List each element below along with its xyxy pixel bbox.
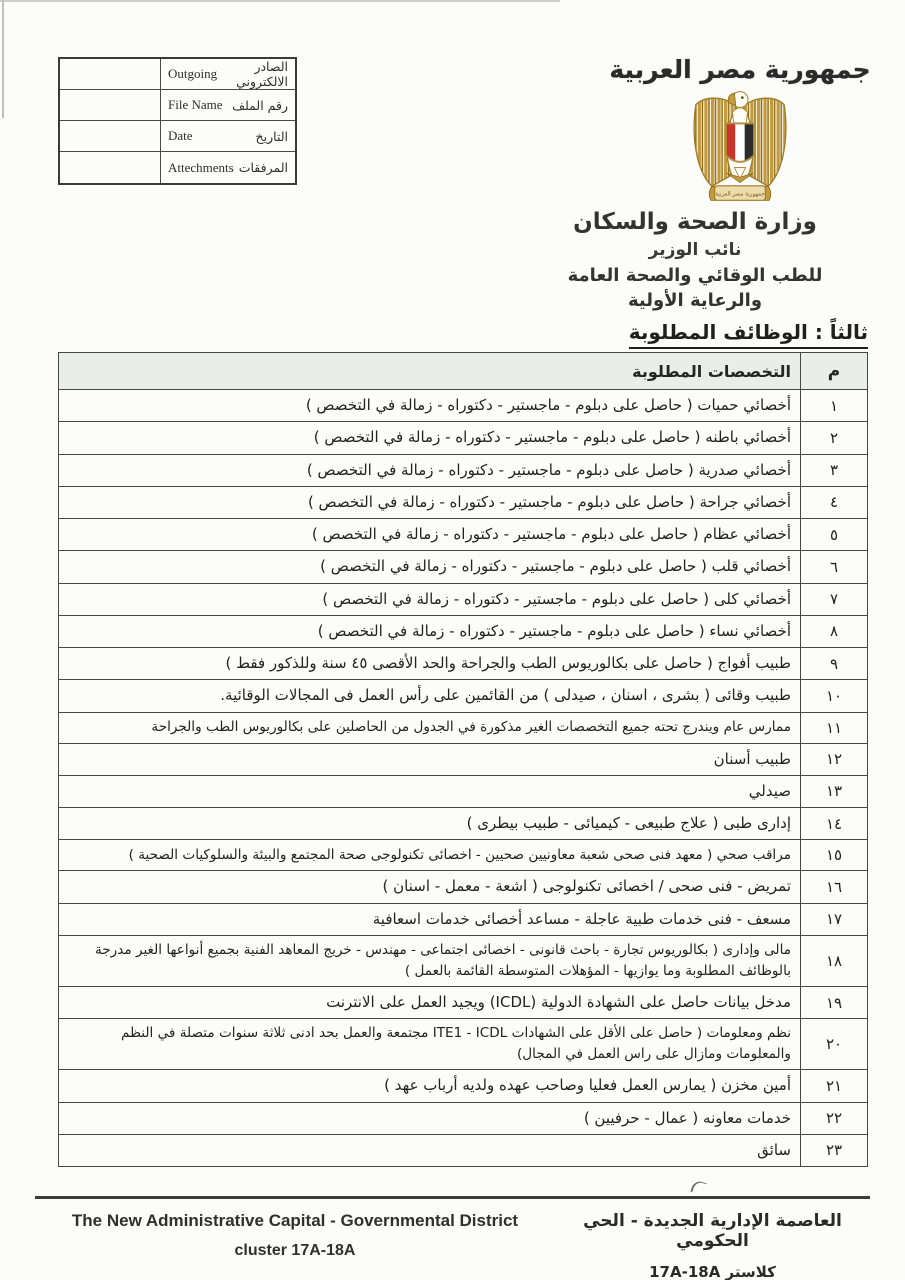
meta-label-en: Date	[168, 128, 193, 143]
row-number: ١٢	[801, 743, 868, 775]
meta-label-en: File Name	[168, 97, 223, 112]
table-row	[59, 986, 868, 1018]
table-row	[59, 486, 868, 518]
row-number: ١١	[801, 712, 868, 743]
footer-ar-line2: كلاستر 17A-18A	[649, 1263, 776, 1280]
table-row	[59, 775, 868, 807]
table-row	[59, 390, 868, 422]
row-number: ١٨	[801, 935, 868, 986]
row-specialization: إدارى طبى ( علاج طبيعى - كيميائى - طبيب بيطرى )	[59, 808, 801, 840]
row-specialization: أخصائي حميات ( حاصل على دبلوم - ماجستير - دكتوراه - زمالة في التخصص )	[59, 390, 801, 422]
row-specialization: طبيب أفواج ( حاصل على بكالوريوس الطب والجراحة والحد الأقصى ٤٥ سنة وللذكور فقط )	[59, 648, 801, 680]
meta-label-ar: المرفقات	[238, 160, 288, 175]
meta-row-filename	[60, 90, 295, 121]
meta-value-cell	[60, 59, 161, 89]
row-specialization: مسعف - فنى خدمات طبية عاجلة - مساعد أخصائى خدمات اسعافية	[59, 903, 801, 935]
row-specialization: نظم ومعلومات ( حاصل على الأقل على الشهادات ITE1 - ICDL مجتمعة والعمل بحد ادنى ثلاثة سنوات متصلة في النظم والمعلومات ومازال على راس العمل في المجال)	[59, 1019, 801, 1070]
footer	[35, 1196, 870, 1280]
row-specialization: أخصائي كلى ( حاصل على دبلوم - ماجستير - دكتوراه - زمالة في التخصص )	[59, 583, 801, 615]
row-number: ٥	[801, 519, 868, 551]
footer-ar-line1: العاصمة الإدارية الجديدة - الحي الحكومي	[583, 1211, 842, 1251]
republic-header	[575, 55, 905, 84]
table-row	[59, 935, 868, 986]
table-row	[59, 743, 868, 775]
row-specialization: أمين مخزن ( يمارس العمل فعليا وصاحب عهده ولديه أرباب عهد )	[59, 1070, 801, 1102]
row-specialization: أخصائي قلب ( حاصل على دبلوم - ماجستير - دكتوراه - زمالة في التخصص )	[59, 551, 801, 583]
meta-value-cell	[60, 152, 161, 183]
row-specialization: صيدلي	[59, 775, 801, 807]
meta-value-cell	[60, 90, 161, 120]
column-header-number: م	[801, 353, 868, 390]
meta-label-ar: رقم الملف	[232, 97, 288, 113]
emblem-scroll-text: جمهورية مصر العربية	[715, 191, 765, 198]
row-number: ٩	[801, 648, 868, 680]
ministry-name: وزارة الصحة والسكان	[573, 209, 817, 235]
row-specialization: مدخل بيانات حاصل على الشهادة الدولية (ICDL) ويجيد العمل على الانترنت	[59, 986, 801, 1018]
row-number: ٧	[801, 583, 868, 615]
row-number: ٨	[801, 615, 868, 647]
row-specialization: سائق	[59, 1134, 801, 1166]
table-row	[59, 871, 868, 903]
row-number: ٢٣	[801, 1134, 868, 1166]
row-specialization: أخصائي باطنه ( حاصل على دبلوم - ماجستير - دكتوراه - زمالة في التخصص )	[59, 422, 801, 454]
table-row	[59, 1102, 868, 1134]
row-number: ١٦	[801, 871, 868, 903]
row-number: ١	[801, 390, 868, 422]
table-row	[59, 680, 868, 712]
row-number: ٦	[801, 551, 868, 583]
row-number: ٣	[801, 454, 868, 486]
row-number: ١٠	[801, 680, 868, 712]
section-title-wrap	[629, 320, 868, 349]
row-specialization: أخصائي جراحة ( حاصل على دبلوم - ماجستير - دكتوراه - زمالة في التخصص )	[59, 486, 801, 518]
footer-arabic	[555, 1211, 870, 1280]
footer-english	[35, 1211, 555, 1280]
table-header-row	[59, 353, 868, 390]
meta-row-outgoing	[60, 59, 295, 90]
row-number: ٢١	[801, 1070, 868, 1102]
document-meta-table	[58, 57, 297, 185]
meta-label-ar: التاريخ	[255, 128, 288, 144]
table-row	[59, 808, 868, 840]
scan-pen-mark	[690, 1179, 706, 1195]
row-number: ١٩	[801, 986, 868, 1018]
row-specialization: أخصائي نساء ( حاصل على دبلوم - ماجستير - دكتوراه - زمالة في التخصص )	[59, 615, 801, 647]
table-row	[59, 519, 868, 551]
row-number: ٢	[801, 422, 868, 454]
row-number: ٢٠	[801, 1019, 868, 1070]
egypt-eagle-emblem-icon	[683, 84, 797, 206]
required-jobs-table	[58, 352, 868, 1167]
row-specialization: أخصائي عظام ( حاصل على دبلوم - ماجستير - دكتوراه - زمالة في التخصص )	[59, 519, 801, 551]
meta-label-en: Attechments	[168, 159, 234, 175]
deputy-minister-line: نائب الوزير	[648, 239, 742, 260]
row-specialization: مالى وإدارى ( بكالوريوس تجارة - باحث قانونى - اخصائى اجتماعى - مهندس - خريج المعاهد الفنية بجميع أنواعها الغير مدرجة بالوظائف المطلوبة وما يوازيها - المؤهلات المتوسطة القائمة بالعمل )	[59, 935, 801, 986]
row-specialization: خدمات معاونه ( عمال - حرفيين )	[59, 1102, 801, 1134]
department-line-1: للطب الوقائي والصحة العامة	[567, 264, 823, 286]
table-row	[59, 840, 868, 871]
column-header-specializations: التخصصات المطلوبة	[59, 353, 801, 390]
meta-label-en: Outgoing	[168, 66, 218, 81]
meta-row-date	[60, 121, 295, 152]
meta-label-ar: الصادر الالكتروني	[236, 59, 288, 89]
meta-value-cell	[60, 121, 161, 151]
table-row	[59, 422, 868, 454]
row-number: ١٤	[801, 808, 868, 840]
ministry-header	[530, 208, 860, 313]
table-row	[59, 551, 868, 583]
row-number: ٤	[801, 486, 868, 518]
table-row	[59, 615, 868, 647]
section-title: ثالثاً : الوظائف المطلوبة	[629, 320, 868, 349]
table-row	[59, 583, 868, 615]
footer-en-line1: The New Administrative Capital - Governmental District	[71, 1211, 519, 1230]
table-row	[59, 1070, 868, 1102]
row-number: ١٥	[801, 840, 868, 871]
footer-en-line2: cluster 17A-18A	[234, 1242, 356, 1259]
row-specialization: تمريض - فنى صحى / اخصائى تكنولوجى ( اشعة - معمل - اسنان )	[59, 871, 801, 903]
department-line-2: والرعاية الأولية	[627, 289, 763, 311]
row-specialization: أخصائي صدرية ( حاصل على دبلوم - ماجستير - دكتوراه - زمالة في التخصص )	[59, 454, 801, 486]
meta-row-attachments	[60, 152, 295, 183]
republic-title: جمهورية مصر العربية	[609, 55, 871, 84]
table-row	[59, 1134, 868, 1166]
table-row	[59, 454, 868, 486]
row-number: ١٣	[801, 775, 868, 807]
row-specialization: طبيب أسنان	[59, 743, 801, 775]
row-specialization: ممارس عام ويندرج تحته جميع التخصصات الغير مذكورة في الجدول من الحاصلين على بكالوريوس الطب والجراحة	[59, 712, 801, 743]
row-number: ٢٢	[801, 1102, 868, 1134]
table-row	[59, 1019, 868, 1070]
table-row	[59, 648, 868, 680]
table-row	[59, 712, 868, 743]
table-row	[59, 903, 868, 935]
row-specialization: مراقب صحي ( معهد فنى صحى شعبة معاونيين صحيين - اخصائى تكنولوجى صحة المجتمع والبيئة والسلوكيات الصحية )	[59, 840, 801, 871]
row-number: ١٧	[801, 903, 868, 935]
row-specialization: طبيب وقائى ( بشرى ، اسنان ، صيدلى ) من القائمين على رأس العمل فى المجالات الوقائية.	[59, 680, 801, 712]
